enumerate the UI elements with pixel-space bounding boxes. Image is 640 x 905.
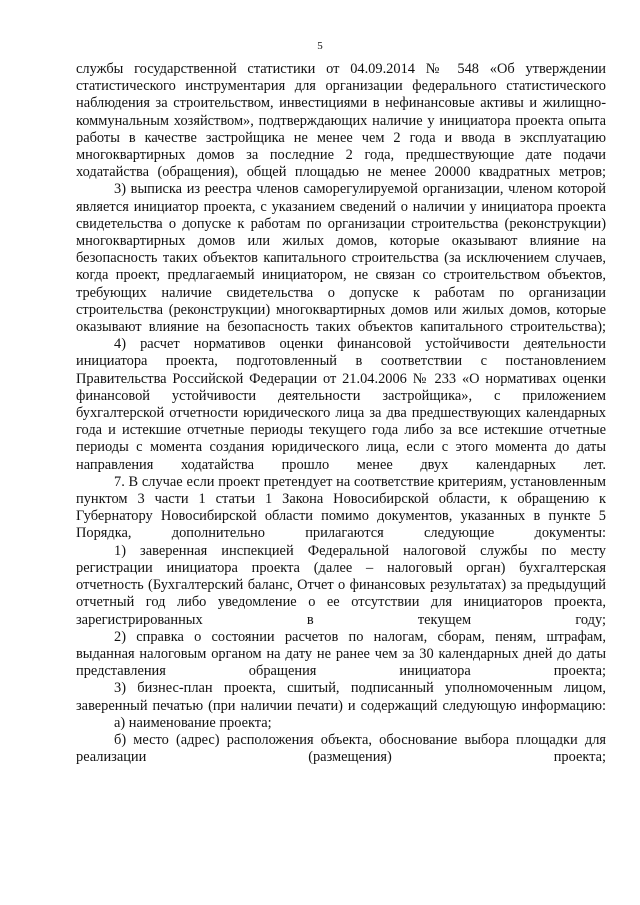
paragraph-item-2-tax-certificate: 2) справка о состоянии расчетов по налогам, сборам, пеням, штрафам, выданная налоговым органом на дату не ранее чем за 30 календарных дней до даты представления обращения инициатора проекта; (76, 628, 606, 680)
paragraph-section-7: 7. В случае если проект претендует на соответствие критериям, установленным пунктом 3 части 1 статьи 1 Закона Новосибирской области, к обращению к Губернатору Новосибирской области помимо документов, указанных в пункте 5 Порядка, дополнительно прилагаются следующие документы: (76, 473, 606, 542)
paragraph-item-1-accounting-statements: 1) заверенная инспекцией Федеральной налоговой службы по месту регистрации инициатора проекта (далее – налоговый орган) бухгалтерская отчетность (Бухгалтерский баланс, Отчет о финансовых результатах) за предыдущий отчетный год либо уведомление о ее отсутствии для инициаторов проекта, зарегистрированных в текущем году; (76, 542, 606, 628)
document-body (76, 61, 606, 766)
paragraph-statistics-continuation: службы государственной статистики от 04.09.2014 № 548 «Об утверждении статистического инструментария для организации федерального статистического наблюдения за строительством, инвестициями в нефинансовые активы и жилищно-коммунальным хозяйством», подтверждающих наличие у инициатора проекта опыта работы в качестве застройщика не менее чем 2 года и ввода в эксплуатацию многоквартирных домов за последние 2 года, предшествующие дате подачи ходатайства (обращения), общей площадью не менее 20000 квадратных метров; (76, 61, 606, 181)
paragraph-item-3-business-plan: 3) бизнес-план проекта, сшитый, подписанный уполномоченным лицом, заверенный печатью (при наличии печати) и содержащий следующую информацию: (76, 680, 606, 714)
paragraph-item-3-sro-extract: 3) выписка из реестра членов саморегулируемой организации, членом которой является инициатор проекта, с указанием сведений о наличии у инициатора проекта свидетельства о допуске к работам по организации строительства (реконструкции) многоквартирных домов или жилых домов, которые оказывают влияние на безопасность таких объектов капитального строительства (за исключением случаев, когда проект, предлагаемый инициатором, не связан со строительством объектов, требующих наличие свидетельства о допуске к работам по организации строительства (реконструкции) многоквартирных домов или жилых домов, которые оказывают влияние на безопасность таких объектов капитального строительства); (76, 181, 606, 336)
paragraph-subitem-b-location: б) место (адрес) расположения объекта, обоснование выбора площадки для реализации (размещения) проекта; (76, 731, 606, 766)
paragraph-item-4-financial-stability: 4) расчет нормативов оценки финансовой устойчивости деятельности инициатора проекта, подготовленный в соответствии с постановлением Правительства Российской Федерации от 21.04.2006 № 233 «О нормативах оценки финансовой устойчивости деятельности застройщика», с приложением бухгалтерской отчетности юридического лица за два предшествующих календарных года и истекшие отчетные периоды текущего года либо за все истекшие отчетные периоды с момента создания юридического лица, если с этого момента до даты направления ходатайства прошло менее двух календарных лет. (76, 336, 606, 473)
paragraph-subitem-a-project-name: а) наименование проекта; (114, 714, 272, 731)
page-number: 5 (317, 40, 323, 52)
